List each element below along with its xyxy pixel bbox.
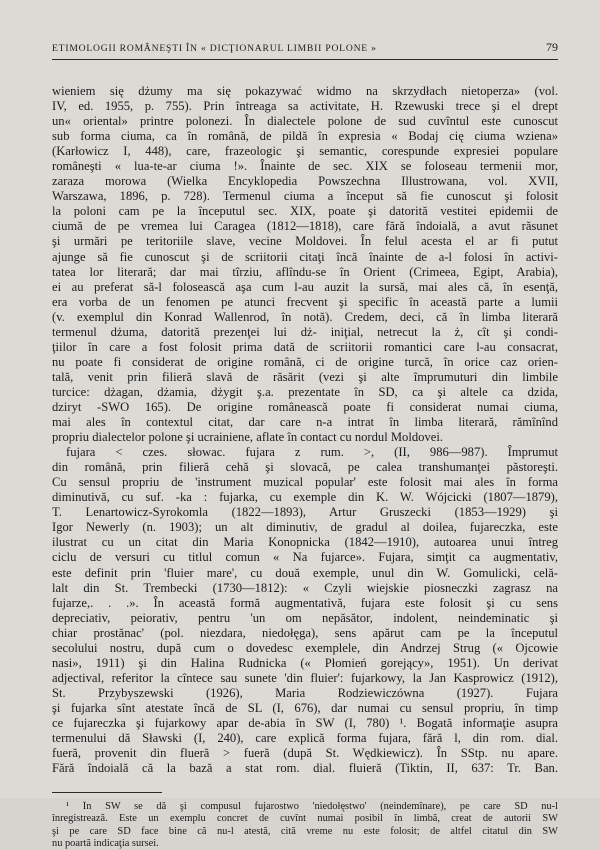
footnote-rule [52,792,162,793]
body-line: IV, ed. 1955, p. 755). Prin întreaga sa activitate, H. Rzewuski trece şi el drept [52,99,558,114]
body-line: un« oriental» printre polonezi. În dialectele polone de sud cuvîntul este cunoscut [52,114,558,129]
body-line: Warszawa, 1896, p. 728). Termenul ciuma a început să fie cunoscut şi folosit [52,189,558,204]
footnote-line: şi pe care SD face bine că nu-l atestă, cită vreme nu este folosit; de altfel citatul din SW [52,825,558,837]
body-line: ajunge să fie cunoscut şi de scriitorii citaţi încă înainte de a-l folosi în activi- [52,249,558,264]
body-line: secolului nostru, după cum o dovedesc exemplele, din Andrzej Strug (« Ojcowie [52,640,558,655]
body-line: diminutivă, cu suf. -ka : fujarka, cu exemple din K. W. Wójcicki (1807—1879), [52,490,558,505]
body-line: T. Lenartowicz-Syrokomla (1822—1893), Artur Gruszecki (1853—1929) şi [52,505,558,520]
body-line: Fără îndoială că la bază a stat rom. dial. fluieră (Tiktin, II, 637: Tr. Ban. [52,761,558,776]
body-line: ciumă de pe vremea lui Caragea (1812—1818), care fără îndoială, a avut răsunet [52,219,558,234]
body-line: ei au preferat să-l folosească aşa cum l-au auzit la sursă, mai ales că, în esenţă, [52,279,558,294]
body-line: nasi», 1911) şi din Halina Rudnicka (« Płomień gorejący», 1951). Un derivat [52,655,558,670]
body-line: termenului dă Sławski (I, 240), care explică forma fujara, fără l, din rom. dial. [52,731,558,746]
body-line: fujarze,. . .». În această formă augmentativă, fujara este folosit şi cu sens [52,595,558,610]
footnote-line: nu poartă indicaţia sursei. [52,837,159,849]
body-line: wieniem się dżumy ma się pokazywać widmo na skrzydłach nietoperza» (vol. [52,84,558,98]
body-line: (Karłowicz I, 448), care, frazeologic şi semantic, corespunde expresiei populare [52,144,558,159]
body-line: tatea lor literară; dar mai tîrziu, aflîndu-se în Orient (Crimeea, Egipt, Arabia), [52,264,558,279]
body-line: depreciativ, peiorativ, pentru 'un om nepăsător, indolent, neindeminatic şi [52,610,558,625]
body-line: din română, prin filieră cehă şi slovacă, pe calea transhumanţei păstoreşti. [52,460,558,475]
running-title: ETIMOLOGII ROMÂNEŞTI ÎN « DICŢIONARUL LIMBII POLONE » [52,43,377,54]
body-line: româneşti « lua-te-ar ciuma !». Înainte de sec. XIX se foloseau termenii mor, [52,159,558,174]
body-line: tală, venit prin filieră slavă de răsărit (vezi şi alte împrumuturi din limbile [52,369,558,384]
body-line: şi urmări pe teritoriile slave, vecine Moldovei. În felul acesta el ar fi putut [52,234,558,249]
body-line: propriu dialectelor polone şi ucrainiene, aflate în contact cu nordul Moldovei. [52,430,443,445]
body-line: (v. exemplul din Konrad Wallenrod, în notă). Credem, deci, că în limba literară [52,309,558,324]
body-line: adjectival, referitor la cîntece sau sunete 'din fluier': fujarkowy, la Jan Kasprowicz (1912), [52,670,558,685]
body-text [52,84,558,776]
body-line: ilustrat cu un citat din Maria Konopnicka (1842—1910), autoarea unui întreg [52,535,558,550]
body-line: fueră, provenit din flueră > fueră (după St. Wędkiewicz). În SStp. nu apare. [52,746,558,761]
body-line: fujara < czes. słowac. fujara z rum. >, (II, 986—987). Împrumut [66,445,558,460]
body-line: dziryt -SWO 165). De origine românească poate fi considerat numai ciuma, [52,399,558,414]
running-header [52,40,558,60]
body-line: ţiilor în care a fost folosit prima dată de scriitorii romantici care l-au consacrat, [52,339,558,354]
footnote-line: ¹ În SW se dă şi compusul fujarostwo 'niedołęstwo' (neindemînare), pe care SD nu-l [66,801,558,813]
body-line: zaraza morowa (Wielka Encyklopedia Powszechna Illustrowana, vol. XVII, [52,174,558,189]
footnote-line: înregistrează. Este un exemplu concret de cuvînt numai posibil în limbă, creat de autorii SW [52,813,558,825]
body-line: sub forma ciuma, ca în română, de pildă în expresia « Bodaj cię ciuma wziena» [52,129,558,144]
body-line: mai ales în contextul citat, dar care n-a intrat în limba literară, rămînînd [52,415,558,430]
body-line: termenul dżuma, datorită prezenţei lui dż- iniţial, netrecut la ż, cît şi condi- [52,324,558,339]
footnote [52,801,558,850]
body-line: St. Przybyszewski (1926), Maria Rodziewiczówna (1927). Fujara [52,685,558,700]
page-number: 79 [546,40,558,54]
body-line: turcice: dżagan, dżamia, dżygit ş.a. prezentate în SD, ca şi altele ca dzida, [52,384,558,399]
body-line: era vorba de un fenomen pe atunci frecvent şi specific în această parte a lumii [52,294,558,309]
body-line: chiar prostănac' (pol. niezdara, niedołęga), sens apărut cam pe la începutul [52,625,558,640]
body-line: ciclu de versuri cu titlul comun « Na fujarce». Fujara, simţit ca augmentativ, [52,550,558,565]
body-line: ce fujareczka şi fujarkowy apar de-abia în SW (I, 780) ¹. Bogată informaţie asupra [52,715,558,730]
body-line: Igor Newerly (n. 1903); un alt diminutiv, de gradul al doilea, fujareczka, este [52,520,558,535]
body-line: nu poate fi considerat de origine română, ci de origine turcă, în orice caz orien- [52,354,558,369]
body-line: este definit prin 'fluier mare', cu două exemple, unul din W. Gomulicki, celă- [52,565,558,580]
body-line: şi fujarka sînt atestate încă de SL (I, 676), dar numai cu sensul propriu, în timp [52,700,558,715]
body-line: lalt din St. Trembecki (1730—1812): « Czyli wiejskie piosneczki zagrasz na [52,580,558,595]
body-line: la poloni cam pe la începutul sec. XIX, poate şi datorită vestitei epidemii de [52,204,558,219]
body-line: Cu sensul propriu de 'instrument muzical popular' este folosit mai ales în forma [52,475,558,490]
